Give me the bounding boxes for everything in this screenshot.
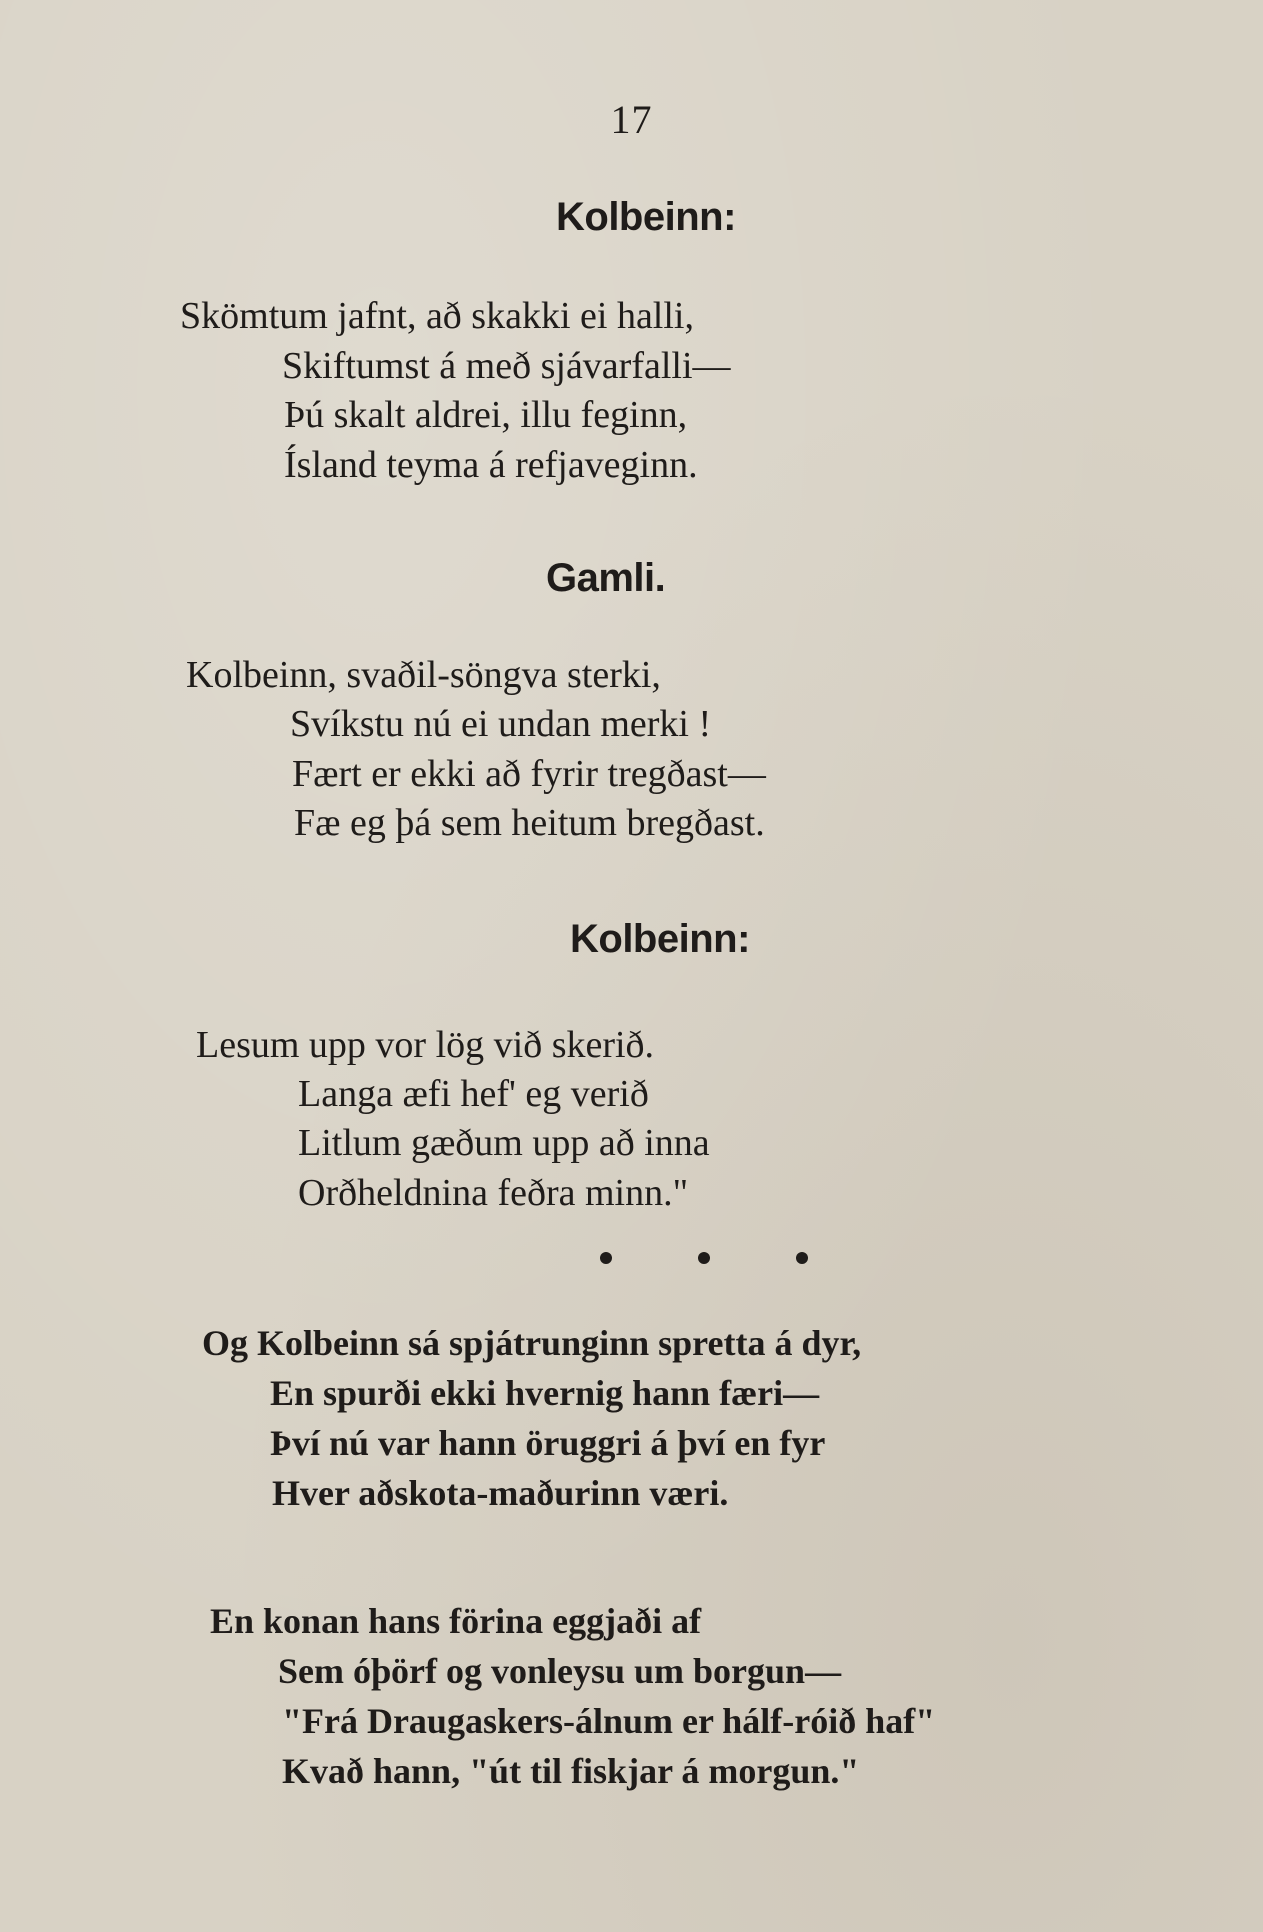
verse-line: Kolbeinn, svaðil-söngva sterki, bbox=[186, 654, 661, 696]
verse-line: Lesum upp vor lög við skerið. bbox=[196, 1024, 655, 1066]
separator-dot bbox=[600, 1252, 612, 1264]
speaker-heading: Gamli. bbox=[546, 556, 666, 600]
verse-line: Svíkstu nú ei undan merki ! bbox=[290, 703, 712, 745]
verse-line: Kvað hann, "út til fiskjar á morgun." bbox=[282, 1751, 860, 1791]
verse-line: Langa æfi hef' eg verið bbox=[298, 1073, 649, 1115]
verse-line: Og Kolbeinn sá spjátrunginn spretta á dyr, bbox=[202, 1323, 862, 1363]
page-number: 17 bbox=[610, 97, 653, 142]
verse-line: Sem óþörf og vonleysu um borgun— bbox=[278, 1651, 842, 1691]
section-separator bbox=[590, 1246, 820, 1270]
separator-dot bbox=[698, 1252, 710, 1264]
verse-line: "Frá Draugaskers-álnum er hálf-róið haf" bbox=[282, 1701, 936, 1741]
verse-line: Ísland teyma á refjaveginn. bbox=[284, 444, 698, 486]
verse-line: Hver aðskota-maðurinn væri. bbox=[272, 1473, 729, 1513]
speaker-heading: Kolbeinn: bbox=[556, 195, 736, 239]
separator-dot bbox=[796, 1252, 808, 1264]
verse-line: Skömtum jafnt, að skakki ei halli, bbox=[180, 295, 694, 337]
verse-line: Fært er ekki að fyrir tregðast— bbox=[292, 753, 766, 795]
verse-line: Litlum gæðum upp að inna bbox=[298, 1122, 710, 1164]
verse-line: En spurði ekki hvernig hann færi— bbox=[270, 1373, 820, 1413]
speaker-heading: Kolbeinn: bbox=[570, 917, 750, 961]
verse-line: Orðheldnina feðra minn." bbox=[298, 1172, 689, 1214]
verse-line: En konan hans förina eggjaði af bbox=[210, 1601, 702, 1641]
verse-line: Því nú var hann öruggri á því en fyr bbox=[270, 1423, 826, 1463]
verse-line: Skiftumst á með sjávarfalli— bbox=[282, 345, 731, 387]
verse-line: Þú skalt aldrei, illu feginn, bbox=[284, 394, 688, 436]
verse-line: Fæ eg þá sem heitum bregðast. bbox=[294, 802, 765, 844]
